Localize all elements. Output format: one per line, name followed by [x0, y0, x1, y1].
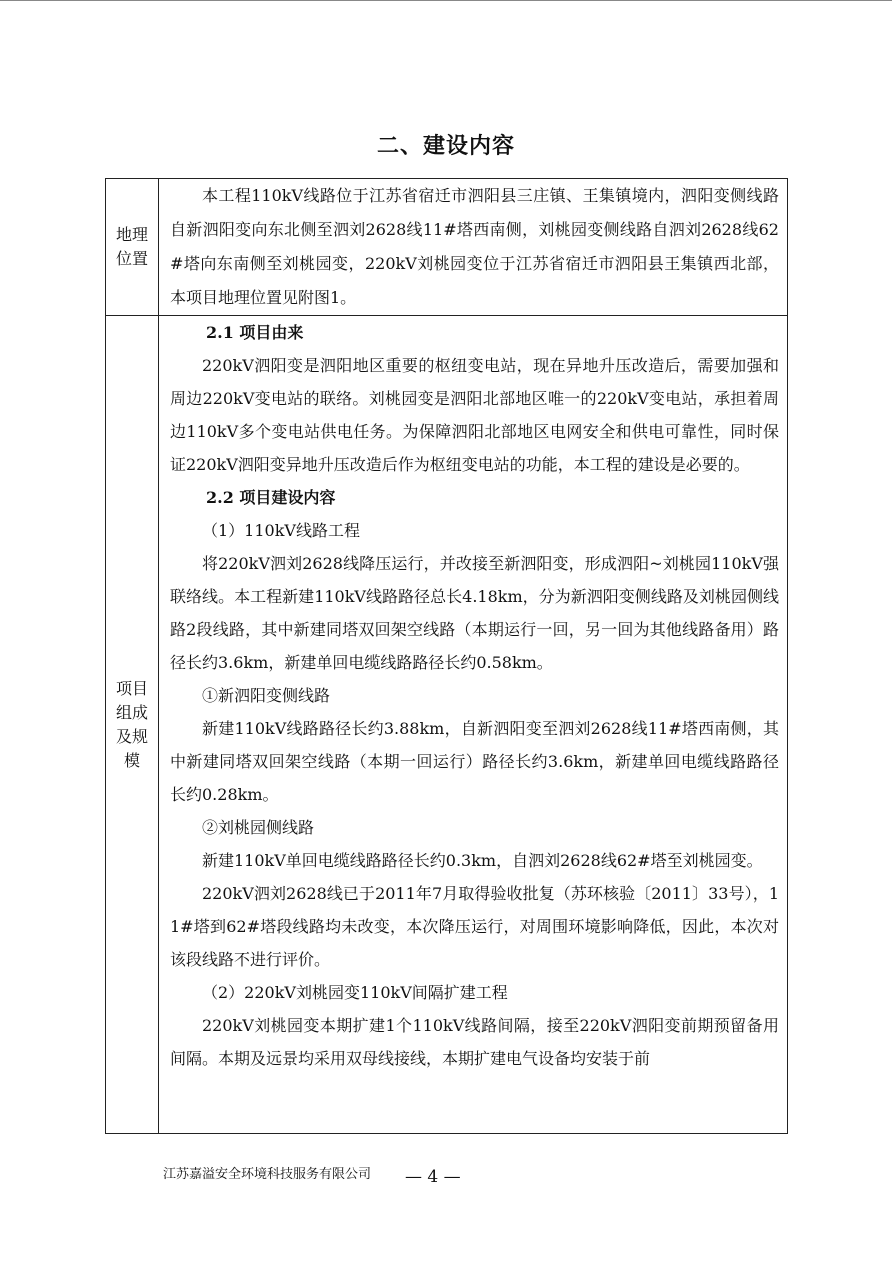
- label-line: 模: [123, 750, 140, 770]
- page-title: 二、建设内容: [376, 134, 515, 159]
- row-label-location: [106, 179, 159, 316]
- sihyang-side-paragraph: 新建110kV线路路径长约3.88km，自新泗阳变至泗刘2628线11#塔西南侧，其中新建同塔双回架空线路（本期一回运行）路径长约3.6km，新建单回电缆线路路径长约0.28km。: [170, 719, 779, 804]
- table-row-location: [106, 179, 788, 316]
- label-line: 地理: [115, 225, 148, 244]
- page-number: — 4 —: [405, 1167, 461, 1187]
- section-heading-content: 2.2 项目建设内容: [206, 488, 336, 507]
- origin-paragraph: 220kV泗阳变是泗阳地区重要的枢纽变电站，现在异地升压改造后，需要加强和周边220kV变电站的联络。刘桃园变是泗阳北部地区唯一的220kV变电站，承担着周边110kV多个变电站供电任务。为保障泗阳北部地区电网安全和供电可靠性，同时保证220kV泗阳变异地升压改造后作为枢纽变电站的功能，本工程的建设是必要的。: [170, 356, 779, 474]
- label-line: 组成: [115, 702, 148, 722]
- row-label-composition: [106, 316, 159, 1134]
- existing-line-paragraph: 220kV泗刘2628线已于2011年7月取得验收批复（苏环核验〔2011〕33号），11#塔到62#塔段线路均未改变，本次降压运行，对周围环境影响降低，因此，本次对该段线路不进行评价。: [170, 884, 779, 969]
- subheading-sihyang-side: ①新泗阳变侧线路: [202, 686, 331, 705]
- subheading-bay-expansion: （2）220kV刘桃园变110kV间隔扩建工程: [202, 983, 508, 1002]
- subheading-liutaoyuan-side: ②刘桃园侧线路: [202, 818, 315, 837]
- subheading-line-works: （1）110kV线路工程: [202, 521, 360, 540]
- table-row-composition: [106, 316, 788, 1134]
- top-rule: [0, 0, 892, 1]
- footer-company: 江苏嘉溢安全环境科技服务有限公司: [163, 1167, 372, 1182]
- label-line: 项目: [115, 678, 148, 698]
- liutaoyuan-side-paragraph: 新建110kV单回电缆线路路径长约0.3km，自泗刘2628线62#塔至刘桃园变。: [202, 851, 763, 870]
- line-works-paragraph: 将220kV泗刘2628线降压运行，并改接至新泗阳变，形成泗阳~刘桃园110kV强联络线。本工程新建110kV线路路径总长4.18km，分为新泗阳变侧线路及刘桃园侧线路2段线路，其中新建同塔双回架空线路（本期运行一回，另一回为其他线路备用）路径长约3.6km，新建单回电缆线路路径长约0.58km。: [170, 554, 779, 672]
- content-table: [105, 178, 788, 1134]
- location-paragraph: 本工程110kV线路位于江苏省宿迁市泗阳县三庄镇、王集镇境内，泗阳变侧线路自新泗阳变向东北侧至泗刘2628线11#塔西南侧，刘桃园变侧线路自泗刘2628线62#塔向东南侧至刘桃园变，220kV刘桃园变位于江苏省宿迁市泗阳县王集镇西北部，本项目地理位置见附图1。: [170, 186, 779, 307]
- bay-expansion-paragraph: 220kV刘桃园变本期扩建1个110kV线路间隔，接至220kV泗阳变前期预留备用间隔。本期及远景均采用双母线接线，本期扩建电气设备均安装于前: [170, 1016, 779, 1068]
- section-heading-origin: 2.1 项目由来: [206, 323, 304, 342]
- label-line: 及规: [115, 726, 148, 746]
- row-content-location: [159, 179, 788, 316]
- label-line: 位置: [115, 249, 148, 268]
- row-content-composition: [159, 316, 788, 1134]
